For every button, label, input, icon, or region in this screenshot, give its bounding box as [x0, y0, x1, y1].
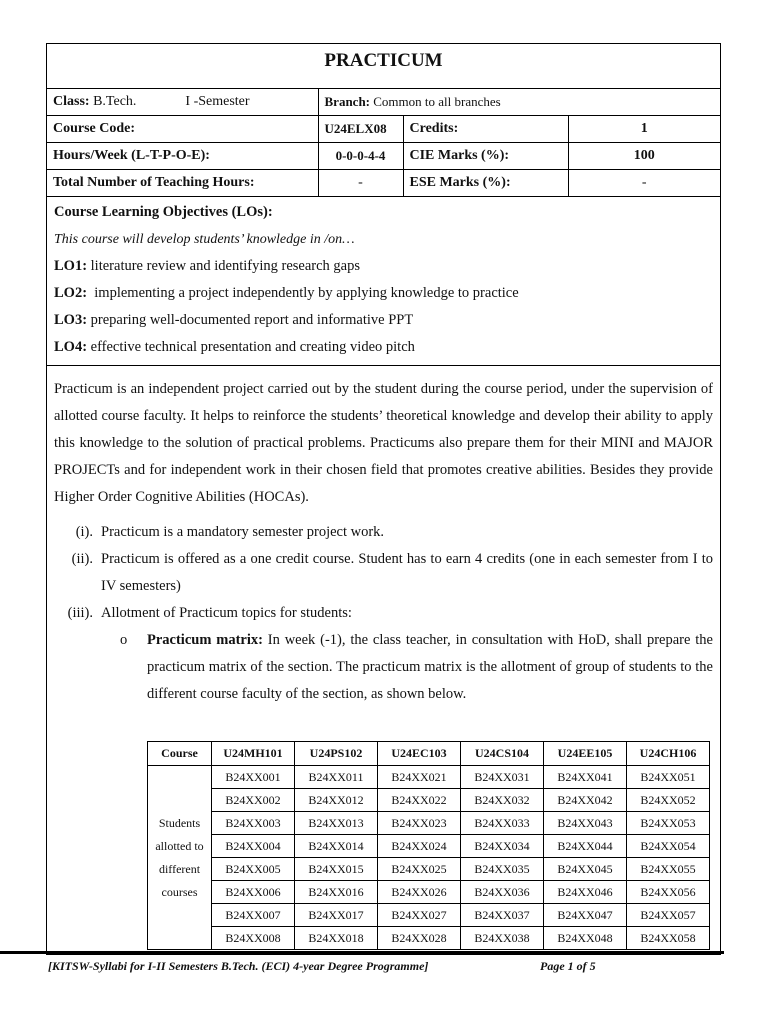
course-code-header: U24PS102 — [295, 742, 378, 766]
page-number: Page 1 of 5 — [540, 959, 596, 973]
table-cell: B24XX017 — [295, 904, 378, 927]
table-cell: B24XX048 — [544, 927, 627, 950]
table-cell: B24XX015 — [295, 858, 378, 881]
table-cell: B24XX045 — [544, 858, 627, 881]
table-cell: B24XX057 — [627, 904, 710, 927]
footer-text: [KITSW-Syllabi for I-II Semesters B.Tech. (ECI) 4-year Degree Programme] — [48, 959, 429, 973]
table-cell: B24XX007 — [212, 904, 295, 927]
table-cell: B24XX016 — [295, 881, 378, 904]
learning-objectives — [47, 197, 720, 366]
table-cell: B24XX034 — [461, 835, 544, 858]
table-cell: B24XX001 — [212, 766, 295, 789]
description-paragraph: Practicum is an independent project carried out by the student during the course period, under the supervision of allotted course faculty. It helps to reinforce the students’ theoretical knowledge and develop their ability to apply this knowledge to the solution of practical problems. Practicums also prepare them for their MINI and MAJOR PROJECTs and for independent work in their chosen field that promotes creative abilities. Besides they provide Higher Order Cognitive Abilities (HOCAs). — [54, 381, 713, 505]
table-cell: B24XX043 — [544, 812, 627, 835]
table-cell: B24XX002 — [212, 789, 295, 812]
table-row — [148, 904, 710, 927]
table-cell: B24XX012 — [295, 789, 378, 812]
table-cell: B24XX013 — [295, 812, 378, 835]
course-code-header: U24CS104 — [461, 742, 544, 766]
table-cell: B24XX008 — [212, 927, 295, 950]
lo-item: LO3: preparing well-documented report and informative PPT — [54, 312, 414, 328]
lo-item: LO1: literature review and identifying research gaps — [54, 258, 360, 274]
table-cell: B24XX006 — [212, 881, 295, 904]
cie-label: CIE Marks (%): — [403, 143, 568, 170]
table-cell: B24XX047 — [544, 904, 627, 927]
bullet-icon: o — [120, 632, 128, 648]
list-item: (iii). Allotment of Practicum topics for students: — [67, 605, 352, 621]
table-cell: B24XX037 — [461, 904, 544, 927]
class-row — [47, 89, 720, 116]
objectives-intro: This course will develop students’ knowledge in /on… — [54, 232, 355, 247]
course-header: Course — [148, 742, 212, 766]
table-cell: B24XX041 — [544, 766, 627, 789]
course-code-value: U24ELX08 — [318, 116, 403, 143]
teaching-hours-value: - — [318, 170, 403, 197]
course-code-row — [47, 116, 720, 143]
table-cell: B24XX027 — [378, 904, 461, 927]
table-cell: B24XX028 — [378, 927, 461, 950]
table-row — [148, 858, 710, 881]
table-row — [148, 927, 710, 950]
table-cell: B24XX026 — [378, 881, 461, 904]
lo-item: LO2: implementing a project independently by applying knowledge to practice — [54, 285, 519, 301]
hours-value: 0-0-0-4-4 — [318, 143, 403, 170]
course-code-label: Course Code: — [47, 116, 318, 143]
table-cell: B24XX022 — [378, 789, 461, 812]
table-cell: B24XX018 — [295, 927, 378, 950]
practicum-matrix-bullet: o Practicum matrix: In week (-1), the class teacher, in consultation with HoD, shall prepare the practicum matrix of the section. The practicum matrix is the allotment of group of students to the different course faculty of the section, as shown below. — [47, 627, 720, 708]
table-cell: B24XX032 — [461, 789, 544, 812]
class-value: B.Tech. — [93, 94, 137, 109]
objectives-heading: Course Learning Objectives (LOs): — [54, 204, 273, 220]
table-cell: B24XX011 — [295, 766, 378, 789]
table-cell: B24XX003 — [212, 812, 295, 835]
table-cell: B24XX058 — [627, 927, 710, 950]
lo-item: LO4: effective technical presentation and creating video pitch — [54, 339, 415, 355]
course-code-header: U24EE105 — [544, 742, 627, 766]
footer-divider — [0, 951, 724, 954]
semester-value: I -Semester — [185, 94, 250, 109]
table-cell: B24XX052 — [627, 789, 710, 812]
table-cell: B24XX005 — [212, 858, 295, 881]
table-cell: B24XX025 — [378, 858, 461, 881]
credits-label: Credits: — [403, 116, 568, 143]
practicum-matrix-table — [147, 741, 710, 950]
table-cell: B24XX051 — [627, 766, 710, 789]
list-item: (ii). Practicum is offered as a one credit course. Student has to earn 4 credits (one in each semester from I to IV semesters) — [71, 551, 713, 594]
ese-value: - — [568, 170, 720, 197]
table-cell: B24XX031 — [461, 766, 544, 789]
table-cell: B24XX004 — [212, 835, 295, 858]
teaching-hours-row — [47, 170, 720, 197]
class-cell: Class: B.Tech. I -Semester — [47, 89, 318, 116]
table-cell: B24XX053 — [627, 812, 710, 835]
table-cell: B24XX021 — [378, 766, 461, 789]
table-row — [148, 835, 710, 858]
hours-row — [47, 143, 720, 170]
table-cell: B24XX046 — [544, 881, 627, 904]
table-cell: B24XX014 — [295, 835, 378, 858]
course-code-header: U24EC103 — [378, 742, 461, 766]
table-cell: B24XX055 — [627, 858, 710, 881]
students-label: Students allotted to different courses — [148, 766, 212, 950]
table-row — [148, 881, 710, 904]
table-cell: B24XX036 — [461, 881, 544, 904]
syllabus-frame — [46, 43, 721, 955]
list-item: (i). Practicum is a mandatory semester project work. — [75, 524, 385, 540]
course-code-header: U24MH101 — [212, 742, 295, 766]
table-cell: B24XX042 — [544, 789, 627, 812]
table-cell: B24XX054 — [627, 835, 710, 858]
table-row — [148, 812, 710, 835]
course-info-table — [47, 89, 720, 197]
branch-value: Common to all branches — [373, 94, 501, 109]
table-cell: B24XX023 — [378, 812, 461, 835]
credits-value: 1 — [568, 116, 720, 143]
teaching-hours-label: Total Number of Teaching Hours: — [47, 170, 318, 197]
table-row — [148, 789, 710, 812]
matrix-header-row — [148, 742, 710, 766]
table-cell: B24XX035 — [461, 858, 544, 881]
ese-label: ESE Marks (%): — [403, 170, 568, 197]
branch-cell: Branch: Common to all branches — [318, 89, 720, 116]
cie-value: 100 — [568, 143, 720, 170]
table-cell: B24XX044 — [544, 835, 627, 858]
table-cell: B24XX056 — [627, 881, 710, 904]
table-cell: B24XX038 — [461, 927, 544, 950]
page-title: PRACTICUM — [47, 44, 720, 89]
course-code-header: U24CH106 — [627, 742, 710, 766]
hours-label: Hours/Week (L-T-P-O-E): — [47, 143, 318, 170]
table-cell: B24XX024 — [378, 835, 461, 858]
table-row — [148, 766, 710, 789]
rules-list — [47, 519, 720, 627]
table-cell: B24XX033 — [461, 812, 544, 835]
